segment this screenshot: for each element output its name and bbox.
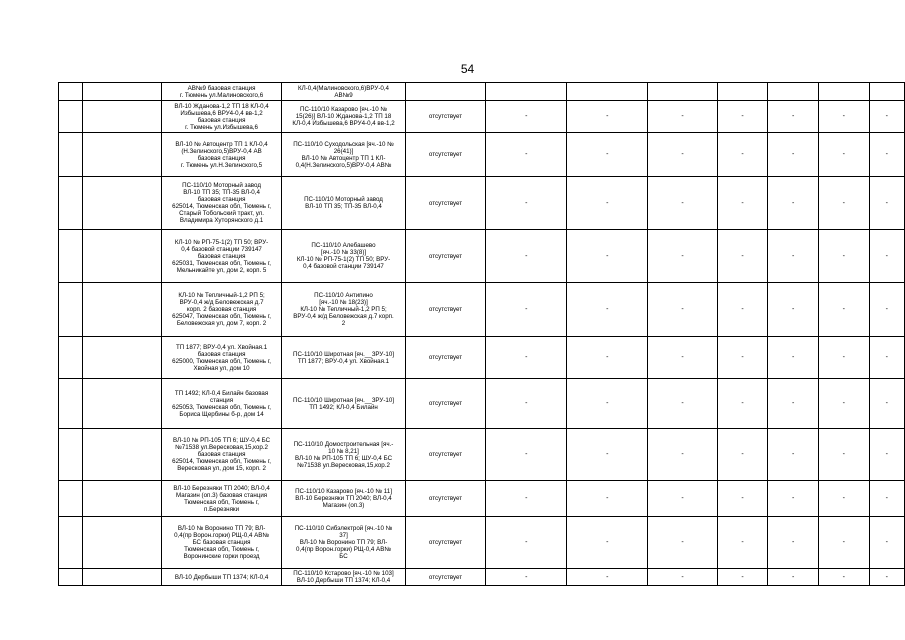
value-cell: - (869, 101, 904, 133)
connection-cell: ПС-110/10 Антипино [яч.-10 № 18(23)] КЛ-10 № Тепличный-1,2 РП 5; ВРУ-0,4 ж/д Беловежская д.7 корп. 2 (282, 283, 405, 337)
connection-cell: ПС-110/10 Кстарово [яч.-10 № 103] ВЛ-10 Дербыши ТП 1374; КЛ-0,4 (282, 569, 405, 586)
value-cell: - (869, 133, 904, 177)
value-cell: - (486, 230, 567, 283)
object-cell: КЛ-10 № Тепличный-1,2 РП 5; ВРУ-0,4 ж/д Беловежская д.7 корп. 2 базовая станция 625047, Тюменская обл, Тюмень г, Беловежская ул, дом 7, корп. 2 (161, 283, 281, 337)
value-cell: - (768, 379, 819, 429)
status-cell: отсутствует (405, 177, 486, 230)
object-cell: ВЛ-10 Березняки ТП 2040; ВЛ-0,4 Магазин (оп.3) базовая станция Тюменская обл, Тюмень г, п.Березняки (161, 481, 281, 517)
status-cell: отсутствует (405, 101, 486, 133)
value-cell: - (717, 177, 768, 230)
value-cell: - (567, 337, 648, 379)
value-cell: - (768, 337, 819, 379)
object-cell: AB№9 базовая станция г. Тюмень ул.Малиновского,6 (161, 83, 281, 101)
value-cell: - (567, 133, 648, 177)
value-cell: - (567, 429, 648, 481)
value-cell: - (818, 429, 869, 481)
blank-cell (82, 337, 161, 379)
number-cell (59, 283, 83, 337)
number-cell (59, 379, 83, 429)
blank-cell (82, 569, 161, 586)
value-cell: - (717, 569, 768, 586)
value-cell: - (818, 230, 869, 283)
blank-cell (82, 133, 161, 177)
value-cell: - (648, 517, 718, 569)
value-cell: - (818, 379, 869, 429)
table-row (59, 569, 905, 586)
value-cell: - (486, 569, 567, 586)
value-cell: - (768, 517, 819, 569)
table-row (59, 177, 905, 230)
blank-cell (82, 379, 161, 429)
value-cell: - (486, 177, 567, 230)
number-cell (59, 230, 83, 283)
object-cell: ВЛ-10 Дербыши ТП 1374; КЛ-0,4 (161, 569, 281, 586)
table-row (59, 481, 905, 517)
value-cell: - (869, 337, 904, 379)
value-cell: - (818, 177, 869, 230)
data-table (58, 82, 905, 586)
value-cell: - (869, 481, 904, 517)
status-cell: отсутствует (405, 283, 486, 337)
value-cell: - (486, 133, 567, 177)
connection-cell: ПС-110/10 Суходольская [яч.-10 № 26(41)] ВЛ-10 № Автоцентр ТП 1 КЛ- 0,4(Н.Зелинского,5)ВРУ-0,4 АВ№ (282, 133, 405, 177)
connection-cell: ПС-110/10 Казарово [яч.-10 № 15(26)] ВЛ-10 Жданова-1,2 ТП 18 КЛ-0,4 Избышева,6 ВРУ4-0,4 вв-1,2 (282, 101, 405, 133)
value-cell: - (648, 337, 718, 379)
object-cell: ПС-110/10 Моторный завод ВЛ-10 ТП 35; ТП-35 ВЛ-0,4 базовая станция 625014, Тюменская обл, Тюмень г, Старый Тобольский тракт, ул. Владимира Хуторянского д.1 (161, 177, 281, 230)
connection-cell: ПС-110/10 Сибэлектрой [яч.-10 № 37] ВЛ-10 № Воронино ТП 79; ВЛ- 0,4(пр Ворон.горки) РЩ-0,4 АВ№ БС (282, 517, 405, 569)
value-cell: - (567, 101, 648, 133)
value-cell: - (486, 101, 567, 133)
blank-cell (82, 429, 161, 481)
value-cell (717, 83, 768, 101)
value-cell: - (768, 133, 819, 177)
table-row (59, 133, 905, 177)
value-cell: - (869, 429, 904, 481)
value-cell: - (818, 133, 869, 177)
value-cell: - (567, 481, 648, 517)
value-cell: - (768, 283, 819, 337)
object-cell: ТП 1492; КЛ-0,4 Билайн базовая станция 625053, Тюменская обл, Тюмень г, Бориса Щербины б-р, дом 14 (161, 379, 281, 429)
value-cell: - (648, 230, 718, 283)
object-cell: ВЛ-10 № РП-105 ТП 6; ШУ-0,4 БС №71538 ул.Вересковая,15,кор.2 базовая станция 625014, Тюменская обл, Тюмень г, Вересковая ул, дом 15, корп. 2 (161, 429, 281, 481)
object-cell: ВЛ-10 № Воронино ТП 79; ВЛ- 0,4(пр Ворон.горки) РЩ-0,4 АВ№ БС базовая станция Тюменская обл, Тюмень г, Воронинские горки проезд (161, 517, 281, 569)
value-cell: - (648, 429, 718, 481)
table-row (59, 101, 905, 133)
number-cell (59, 133, 83, 177)
status-cell: отсутствует (405, 481, 486, 517)
value-cell: - (486, 517, 567, 569)
value-cell: - (818, 569, 869, 586)
status-cell: отсутствует (405, 429, 486, 481)
value-cell: - (717, 337, 768, 379)
table-row (59, 429, 905, 481)
number-cell (59, 429, 83, 481)
status-cell: отсутствует (405, 337, 486, 379)
value-cell: - (648, 379, 718, 429)
connection-cell: ПС-110/10 Широтная [яч.__ЗРУ-10] ТП 1877; ВРУ-0,4 ул. Хвойная.1 (282, 337, 405, 379)
value-cell: - (869, 517, 904, 569)
value-cell: - (567, 230, 648, 283)
value-cell (648, 83, 718, 101)
value-cell: - (717, 429, 768, 481)
value-cell: - (869, 569, 904, 586)
page-number: 54 (460, 62, 475, 76)
blank-cell (82, 230, 161, 283)
value-cell (768, 83, 819, 101)
status-cell: отсутствует (405, 133, 486, 177)
value-cell: - (486, 429, 567, 481)
connection-cell: КЛ-0,4(Малиновского,6)ВРУ-0,4 AB№9 (282, 83, 405, 101)
blank-cell (82, 517, 161, 569)
status-cell: отсутствует (405, 379, 486, 429)
status-cell: отсутствует (405, 517, 486, 569)
blank-cell (82, 101, 161, 133)
blank-cell (82, 177, 161, 230)
value-cell: - (717, 133, 768, 177)
table-row (59, 517, 905, 569)
connection-cell: ПС-110/10 Алебашево [яч.-10 № 33(8)] КЛ-10 № РП-75-1(2) ТП 50; ВРУ- 0,4 базовой станции 739147 (282, 230, 405, 283)
object-cell: ВЛ-10 Жданова-1,2 ТП 18 КЛ-0,4 Избышева,6 ВРУ4-0,4 вв-1,2 базовая станция г. Тюмень ул.Избышева,6 (161, 101, 281, 133)
table-row (59, 379, 905, 429)
value-cell: - (486, 283, 567, 337)
value-cell: - (768, 101, 819, 133)
value-cell: - (869, 379, 904, 429)
value-cell: - (768, 429, 819, 481)
value-cell: - (717, 481, 768, 517)
connection-cell: ПС-110/10 Широтная [яч.__ЗРУ-10] ТП 1492; КЛ-0,4 Билайн (282, 379, 405, 429)
value-cell: - (648, 283, 718, 337)
value-cell: - (717, 517, 768, 569)
status-cell: отсутствует (405, 230, 486, 283)
status-cell (405, 83, 486, 101)
number-cell (59, 517, 83, 569)
object-cell: ТП 1877; ВРУ-0,4 ул. Хвойная.1 базовая станция 625000, Тюменская обл, Тюмень г, Хвойная ул, дом 10 (161, 337, 281, 379)
value-cell (818, 83, 869, 101)
connection-cell: ПС-110/10 Казарово [яч.-10 № 11] ВЛ-10 Березняки ТП 2040; ВЛ-0,4 Магазин (оп.3) (282, 481, 405, 517)
value-cell: - (648, 133, 718, 177)
value-cell: - (818, 517, 869, 569)
value-cell (567, 83, 648, 101)
status-cell: отсутствует (405, 569, 486, 586)
object-cell: КЛ-10 № РП-75-1(2) ТП 50; ВРУ- 0,4 базовой станции 739147 базовая станция 625031, Тюменская обл, Тюмень г, Мельникайте ул, дом 2, корп. 5 (161, 230, 281, 283)
value-cell: - (768, 177, 819, 230)
value-cell: - (648, 177, 718, 230)
value-cell: - (567, 283, 648, 337)
connection-cell: ПС-110/10 Моторный завод ВЛ-10 ТП 35; ТП-35 ВЛ-0,4 (282, 177, 405, 230)
value-cell: - (768, 230, 819, 283)
value-cell: - (567, 569, 648, 586)
value-cell: - (567, 379, 648, 429)
value-cell: - (486, 337, 567, 379)
table-row (59, 83, 905, 101)
value-cell: - (717, 379, 768, 429)
blank-cell (82, 283, 161, 337)
value-cell: - (869, 177, 904, 230)
table-row (59, 283, 905, 337)
value-cell: - (717, 101, 768, 133)
number-cell (59, 101, 83, 133)
value-cell (869, 83, 904, 101)
value-cell: - (486, 379, 567, 429)
value-cell: - (818, 101, 869, 133)
value-cell (486, 83, 567, 101)
value-cell: - (567, 177, 648, 230)
blank-cell (82, 83, 161, 101)
value-cell: - (768, 481, 819, 517)
number-cell (59, 569, 83, 586)
value-cell: - (768, 569, 819, 586)
value-cell: - (869, 230, 904, 283)
number-cell (59, 83, 83, 101)
value-cell: - (818, 481, 869, 517)
value-cell: - (869, 283, 904, 337)
object-cell: ВЛ-10 № Автоцентр ТП 1 КЛ-0,4 (Н.Зелинского,5)ВРУ-0,4 АВ базовая станция г. Тюмень ул.Н.Зелинского,5 (161, 133, 281, 177)
value-cell: - (717, 230, 768, 283)
number-cell (59, 481, 83, 517)
number-cell (59, 337, 83, 379)
value-cell: - (486, 481, 567, 517)
value-cell: - (717, 283, 768, 337)
table-row (59, 230, 905, 283)
value-cell: - (818, 283, 869, 337)
value-cell: - (648, 101, 718, 133)
number-cell (59, 177, 83, 230)
table-row (59, 337, 905, 379)
blank-cell (82, 481, 161, 517)
value-cell: - (648, 569, 718, 586)
value-cell: - (648, 481, 718, 517)
connection-cell: ПС-110/10 Домостроительная [яч.- 10 № 8,21] ВЛ-10 № РП-105 ТП 6; ШУ-0,4 БС №71538 ул.Вересковая,15,кор.2 (282, 429, 405, 481)
value-cell: - (818, 337, 869, 379)
value-cell: - (567, 517, 648, 569)
